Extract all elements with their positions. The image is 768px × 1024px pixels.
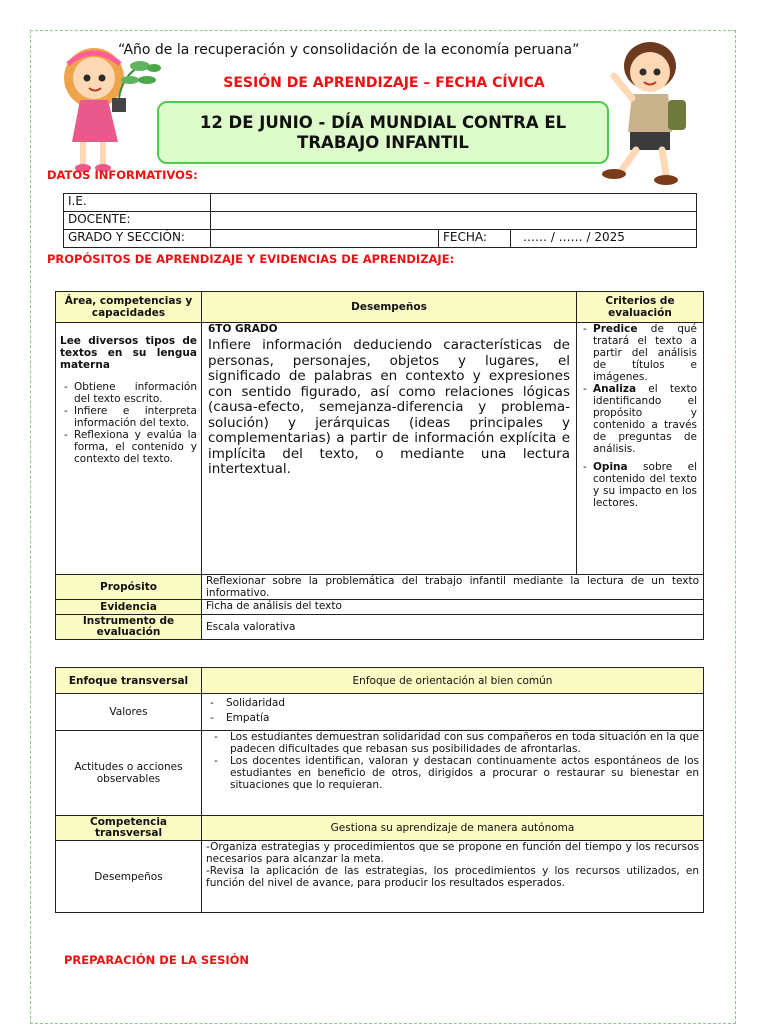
valor-item: - Solidaridad — [210, 696, 699, 711]
criterio-text: sobre el contenido del texto y su impacto en los lectores. — [593, 461, 697, 509]
evidencia-label: Evidencia — [56, 600, 202, 615]
main-title: 12 DE JUNIO - DÍA MUNDIAL CONTRA EL TRABAJO INFANTIL — [199, 112, 567, 152]
competencia-transversal-label: Competencia transversal — [56, 816, 202, 841]
competencia-text: Lee diversos tipos de textos en su lengua materna — [60, 335, 197, 371]
valores-label: Valores — [56, 694, 202, 731]
capacidades-list — [60, 381, 197, 465]
criterio-text: de qué tratará el texto a partir del análisis de títulos e imágenes. — [593, 323, 697, 383]
criterio-verb: Predice — [593, 323, 638, 335]
grado-text: 6TO GRADO — [208, 323, 278, 335]
criterio-item — [583, 461, 697, 509]
criterio-verb: Analiza — [593, 383, 637, 395]
capacidad-item: - Infiere e interpreta información del texto. — [64, 405, 197, 429]
competencia-transversal-value: Gestiona su aprendizaje de manera autónoma — [202, 816, 704, 841]
grado-label: GRADO Y SECCIÓN: — [64, 230, 211, 248]
col-criterios: Criterios de evaluación — [577, 292, 704, 323]
desempenos-transversal-cell — [202, 841, 704, 913]
proposito-value: Reflexionar sobre la problemática del trabajo infantil mediante la lectura de un texto informativo. — [202, 575, 704, 600]
fecha-field[interactable]: …… / …… / 2025 — [511, 230, 697, 248]
instrumento-value: Escala valorativa — [202, 615, 704, 640]
docente-label: DOCENTE: — [64, 212, 211, 230]
girl-with-plant-illustration — [52, 38, 167, 176]
capacidad-item: - Obtiene información del texto escrito. — [64, 381, 197, 405]
criterio-item — [583, 323, 697, 383]
criterio-item — [583, 383, 697, 455]
docente-field[interactable] — [211, 212, 697, 230]
datos-table — [63, 193, 697, 248]
desempeno-transversal-item: -Organiza estrategias y procedimientos que se propone en función del tiempo y los recursos necesarios para alcanzar la meta. — [206, 841, 699, 865]
desempenos-transversal-label: Desempeños — [56, 841, 202, 913]
main-title-box — [157, 101, 609, 164]
grado-field[interactable] — [211, 230, 439, 248]
actitudes-label: Actitudes o acciones observables — [56, 731, 202, 816]
ie-field[interactable] — [211, 194, 697, 212]
instrumento-label: Instrumento de evaluación — [56, 615, 202, 640]
criterios-cell — [577, 323, 704, 575]
enfoque-value: Enfoque de orientación al bien común — [202, 668, 704, 694]
ie-label: I.E. — [64, 194, 211, 212]
datos-heading: DATOS INFORMATIVOS: — [47, 168, 198, 182]
preparacion-heading: PREPARACIÓN DE LA SESIÓN — [64, 953, 250, 967]
session-title: SESIÓN DE APRENDIZAJE – FECHA CÍVICA — [223, 75, 545, 91]
desempeno-text: Infiere información deduciendo características de personas, personajes, objetos y lugares, el significado de palabras en contexto y expresiones con sentido figurado, así como relaciones lógicas (causa-efecto, semejanza-diferencia y problema-solución) y jerárquicas (ideas principales y complementarias) a partir de información explícita e implícita del texto, o mediante una lectura intertextual. — [208, 337, 570, 477]
enfoque-label: Enfoque transversal — [56, 668, 202, 694]
valores-cell — [202, 694, 704, 731]
fecha-label: FECHA: — [439, 230, 511, 248]
proposito-label: Propósito — [56, 575, 202, 600]
actitud-item: - Los estudiantes demuestran solidaridad con sus compañeros en toda situación en la que padecen dificultades que rebasan sus posibilidades de afrontarlas. — [214, 731, 699, 755]
valor-item: - Empatía — [210, 711, 699, 726]
desempeno-cell — [202, 323, 577, 575]
col-area: Área, competencias y capacidades — [56, 292, 202, 323]
criterios-list — [583, 323, 697, 509]
evidencia-value: Ficha de análisis del texto — [202, 600, 704, 615]
desempeno-transversal-item: -Revisa la aplicación de las estrategias, los procedimientos y los recursos utilizados, en función del nivel de avance, para producir los resultados esperados. — [206, 865, 699, 889]
enfoque-table — [55, 667, 704, 913]
valores-list — [206, 696, 699, 726]
propositos-heading: PROPÓSITOS DE APRENDIZAJE Y EVIDENCIAS DE APRENDIZAJE: — [47, 252, 455, 266]
area-cell — [56, 323, 202, 575]
actitudes-cell — [202, 731, 704, 816]
capacidad-item: - Reflexiona y evalúa la forma, el contenido y contexto del texto. — [64, 429, 197, 465]
col-desempenos: Desempeños — [202, 292, 577, 323]
propositos-table — [55, 291, 704, 640]
actitud-item: - Los docentes identifican, valoran y destacan continuamente actos espontáneos de los estudiantes en beneficio de otros, dirigidos a procurar o restaurar su bienestar en situaciones que lo requieran. — [214, 755, 699, 791]
criterio-text: el texto identificando el propósito y contenido a través de preguntas de análisis. — [593, 383, 697, 455]
criterio-verb: Opina — [593, 461, 628, 473]
actitudes-list — [206, 731, 699, 791]
year-motto: “Año de la recuperación y consolidación de la economía peruana” — [118, 42, 580, 58]
